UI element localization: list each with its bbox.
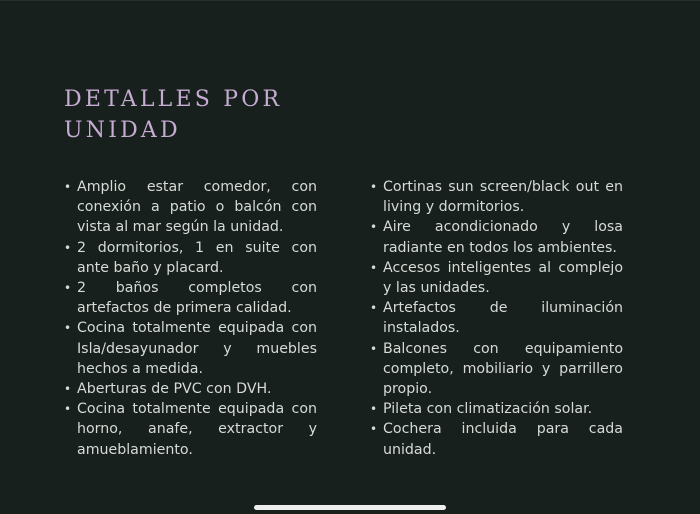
feature-item: • Cochera incluida para cada unidad. xyxy=(370,419,623,459)
feature-item: • 2 dormitorios, 1 en suite con ante baño y placard. xyxy=(64,238,317,278)
feature-item: • Cocina totalmente equipada con horno, anafe, extractor y amueblamiento. xyxy=(64,399,317,460)
section-title-line-2: UNIDAD xyxy=(64,118,181,143)
section-title-line-1: DETALLES POR xyxy=(64,87,283,112)
feature-item: • Amplio estar comedor, con conexión a patio o balcón con vista al mar según la unidad. xyxy=(64,177,317,238)
feature-item: • Aire acondicionado y losa radiante en todos los ambientes. xyxy=(370,217,623,257)
feature-item: • Cocina totalmente equipada con Isla/desayunador y muebles hechos a medida. xyxy=(64,318,317,379)
feature-item: • 2 baños completos con artefactos de primera calidad. xyxy=(64,278,317,318)
feature-item: • Pileta con climatización solar. xyxy=(370,399,623,419)
feature-item: • Artefactos de iluminación instalados. xyxy=(370,298,623,338)
feature-item: • Accesos inteligentes al complejo y las unidades. xyxy=(370,258,623,298)
section-title xyxy=(64,84,282,146)
feature-item: • Cortinas sun screen/black out en living y dormitorios. xyxy=(370,177,623,217)
feature-item: • Aberturas de PVC con DVH. xyxy=(64,379,317,399)
feature-item: • Balcones con equipamiento completo, mobiliario y parrillero propio. xyxy=(370,339,623,400)
home-indicator-bar[interactable] xyxy=(254,505,446,510)
features-list-left xyxy=(64,177,317,460)
top-divider xyxy=(0,0,700,1)
features-list-right xyxy=(370,177,623,460)
